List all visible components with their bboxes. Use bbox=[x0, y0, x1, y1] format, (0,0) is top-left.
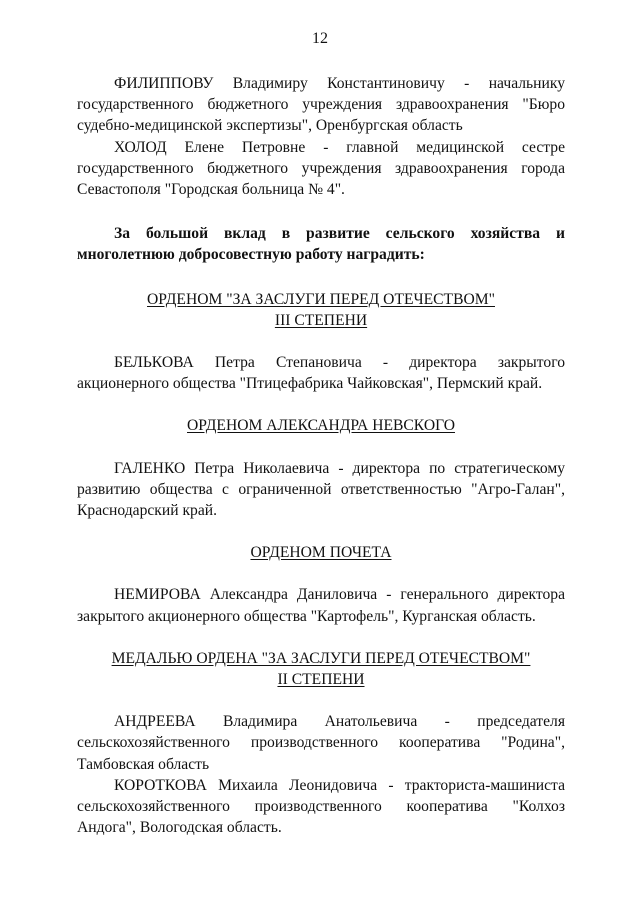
document-body bbox=[77, 73, 565, 838]
award-heading-line: МЕДАЛЬЮ ОРДЕНА "ЗА ЗАСЛУГИ ПЕРЕД ОТЕЧЕСТВОМ" bbox=[111, 649, 531, 667]
award-heading-line: ОРДЕНОМ АЛЕКСАНДРА НЕВСКОГО bbox=[187, 417, 455, 435]
award-heading bbox=[77, 289, 565, 331]
page-number: 12 bbox=[312, 30, 328, 47]
award-heading bbox=[77, 415, 565, 436]
award-heading-line: ОРДЕНОМ ПОЧЕТА bbox=[250, 544, 392, 562]
recipient-paragraph: ХОЛОД Елене Петровне - главной медицинской сестре государственного бюджетного учреждения здравоохранения города Севастополя "Городская больница № 4". bbox=[77, 138, 565, 199]
award-heading bbox=[77, 542, 565, 563]
award-heading-line: III СТЕПЕНИ bbox=[274, 311, 368, 329]
recipient-paragraph: КОРОТКОВА Михаила Леонидовича - тракториста-машиниста сельскохозяйственного производственного кооператива "Колхоз Андога", Вологодская область. bbox=[77, 776, 565, 837]
award-heading-line: II СТЕПЕНИ bbox=[277, 671, 365, 689]
recipient-paragraph: ГАЛЕНКО Петра Николаевича - директора по стратегическому развитию общества с ограниченной ответственностью "Агро-Галан", Краснодарский край. bbox=[77, 459, 565, 520]
award-heading-line: ОРДЕНОМ "ЗА ЗАСЛУГИ ПЕРЕД ОТЕЧЕСТВОМ" bbox=[147, 290, 495, 308]
recipient-paragraph: БЕЛЬКОВА Петра Степановича - директора закрытого акционерного общества "Птицефабрика Чайковская", Пермский край. bbox=[77, 354, 565, 393]
award-heading bbox=[77, 648, 565, 690]
recipient-paragraph: НЕМИРОВА Александра Даниловича - генерального директора закрытого акционерного общества "Картофель", Курганская область. bbox=[77, 586, 565, 625]
recipient-paragraph: ФИЛИППОВУ Владимиру Константиновичу - начальнику государственного бюджетного учреждения здравоохранения "Бюро судебно-медицинской экспертизы", Оренбургская область bbox=[77, 75, 565, 135]
recipient-paragraph: АНДРЕЕВА Владимира Анатольевича - председателя сельскохозяйственного производственного кооператива "Родина", Тамбовская область bbox=[77, 713, 565, 773]
section-intro: За большой вклад в развитие сельского хозяйства и многолетнюю добросовестную работу наградить: bbox=[77, 225, 565, 264]
